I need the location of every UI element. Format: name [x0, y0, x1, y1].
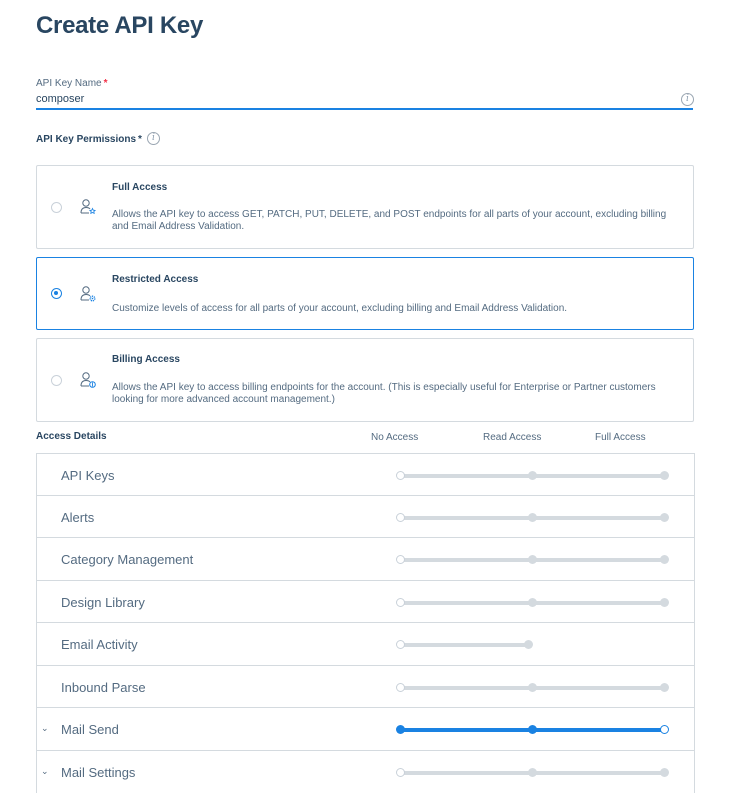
- row-label: Inbound Parse: [61, 680, 146, 695]
- slider-stop-full-access[interactable]: [660, 725, 669, 734]
- access-details-table: [36, 453, 695, 793]
- slider-stop-read-access[interactable]: [528, 555, 537, 564]
- permissions-info-icon[interactable]: i: [147, 132, 160, 145]
- slider-stop-full-access[interactable]: [660, 768, 669, 777]
- api-key-name-input[interactable]: [36, 90, 693, 110]
- chevron-down-icon[interactable]: ⌄: [41, 766, 49, 776]
- slider-stop-no-access[interactable]: [396, 513, 405, 522]
- billing-access-description: Allows the API key to access billing endpoints for the account. (This is especially useful for Enterprise or Partner customers looking for more advanced account management.): [112, 382, 656, 405]
- slider-stop-read-access[interactable]: [528, 513, 537, 522]
- row-label: Category Management: [61, 552, 194, 567]
- slider-stop-full-access[interactable]: [660, 598, 669, 607]
- billing-access-title: Billing Access: [112, 354, 180, 365]
- api-key-permissions-label: API Key Permissions *: [36, 134, 142, 145]
- table-row: [37, 537, 694, 579]
- chevron-down-icon[interactable]: ⌄: [41, 723, 49, 733]
- slider-stop-full-access[interactable]: [524, 640, 533, 649]
- access-details-title: Access Details: [36, 431, 107, 442]
- slider-stop-no-access[interactable]: [396, 725, 405, 734]
- slider-stop-no-access[interactable]: [396, 768, 405, 777]
- permission-option-billing-access[interactable]: [36, 338, 694, 422]
- table-row: [37, 622, 694, 664]
- billing-access-radio[interactable]: [51, 375, 62, 386]
- slider-stop-no-access[interactable]: [396, 640, 405, 649]
- row-label: Email Activity: [61, 637, 138, 652]
- row-label: Mail Send: [61, 722, 119, 737]
- slider-stop-no-access[interactable]: [396, 598, 405, 607]
- table-row: [37, 750, 694, 792]
- slider-stop-full-access[interactable]: [660, 471, 669, 480]
- row-label: API Keys: [61, 468, 115, 483]
- slider-stop-read-access[interactable]: [528, 598, 537, 607]
- user-gear-icon: [79, 285, 97, 303]
- table-row: [37, 580, 694, 622]
- table-row: [37, 495, 694, 537]
- slider-stop-full-access[interactable]: [660, 683, 669, 692]
- full-access-title: Full Access: [112, 182, 168, 193]
- row-label: Design Library: [61, 595, 145, 610]
- table-row: [37, 707, 694, 749]
- user-dollar-icon: [79, 371, 97, 389]
- slider-stop-full-access[interactable]: [660, 513, 669, 522]
- slider-stop-no-access[interactable]: [396, 471, 405, 480]
- page-title: Create API Key: [36, 12, 203, 39]
- required-mark: *: [103, 78, 108, 89]
- permission-option-restricted-access[interactable]: [36, 257, 694, 330]
- slider-stop-read-access[interactable]: [528, 471, 537, 480]
- full-access-description: Allows the API key to access GET, PATCH, PUT, DELETE, and POST endpoints for all parts of your account, excluding billing and Email Address Validation.: [112, 209, 667, 232]
- info-icon[interactable]: i: [681, 93, 694, 106]
- slider-stop-read-access[interactable]: [528, 768, 537, 777]
- restricted-access-radio[interactable]: [51, 288, 62, 299]
- slider-stop-read-access[interactable]: [528, 683, 537, 692]
- permission-option-full-access[interactable]: [36, 165, 694, 249]
- table-row: [37, 453, 694, 495]
- restricted-access-title: Restricted Access: [112, 274, 199, 285]
- user-star-icon: [79, 198, 97, 216]
- full-access-radio[interactable]: [51, 202, 62, 213]
- restricted-access-description: Customize levels of access for all parts of your account, excluding billing and Email Address Validation.: [112, 303, 568, 314]
- table-row: [37, 665, 694, 707]
- slider-stop-no-access[interactable]: [396, 555, 405, 564]
- column-header-full-access: Full Access: [595, 432, 646, 443]
- row-label: Mail Settings: [61, 765, 136, 780]
- column-header-no-access: No Access: [371, 432, 419, 443]
- api-key-name-label: API Key Name *: [36, 78, 108, 89]
- access-slider-track[interactable]: [401, 643, 529, 647]
- row-label: Alerts: [61, 510, 95, 525]
- slider-stop-no-access[interactable]: [396, 683, 405, 692]
- column-header-read-access: Read Access: [483, 432, 542, 443]
- slider-stop-full-access[interactable]: [660, 555, 669, 564]
- slider-stop-read-access[interactable]: [528, 725, 537, 734]
